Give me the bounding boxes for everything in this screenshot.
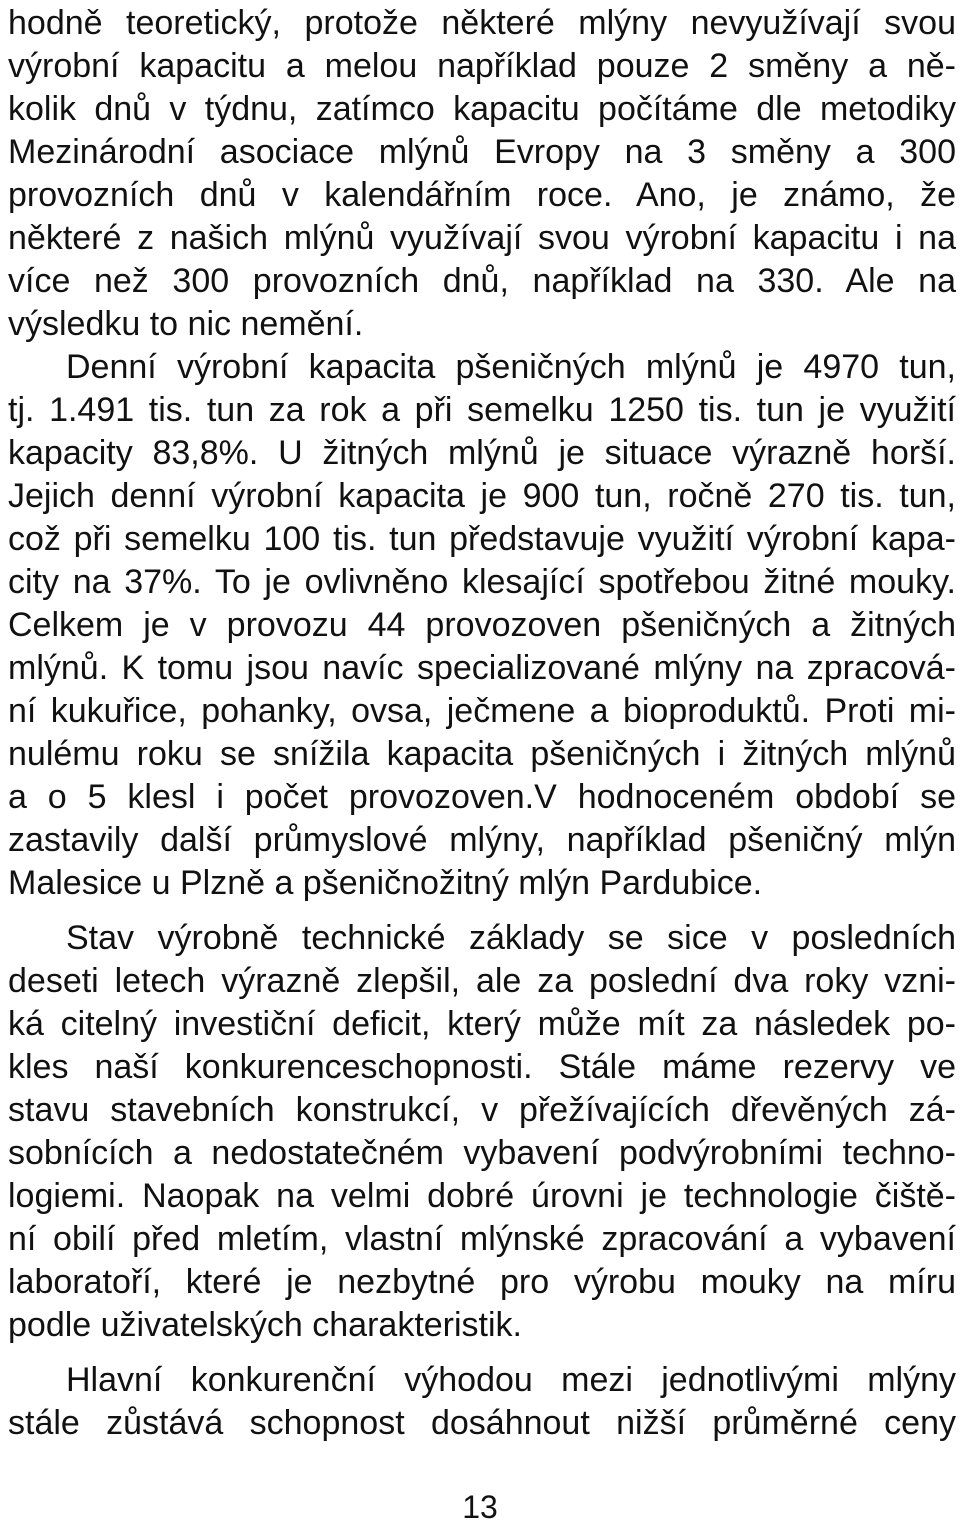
text-line: Hlavní konkurenční výhodou mezi jednotlivými mlýny [66, 1361, 956, 1399]
paragraph-1 [8, 0, 956, 346]
text-line: kapacity 83,8%. U žitných mlýnů je situace výrazně horší. [8, 434, 956, 472]
paragraph-2 [8, 346, 956, 905]
text-line: Malesice u Plzně a pšeničnožitný mlýn Pardubice. [8, 864, 763, 902]
text-line: a o 5 klesl i počet provozoven.V hodnoceném období se [8, 778, 956, 816]
text-line: city na 37%. To je ovlivněno klesající spotřebou žitné mouky. [8, 563, 956, 601]
text-line: Mezinárodní asociace mlýnů Evropy na 3 směny a 300 [8, 133, 956, 171]
text-line: některé z našich mlýnů využívají svou výrobní kapacitu i na [8, 219, 956, 257]
paragraph-3 [8, 917, 956, 1347]
text-line: ní obilí před mletím, vlastní mlýnské zpracování a vybavení [8, 1220, 956, 1258]
text-line: což při semelku 100 tis. tun představuje využití výrobní kapa- [8, 520, 956, 558]
page-number: 13 [462, 1489, 498, 1525]
text-line: podle uživatelských charakteristik. [8, 1306, 523, 1344]
text-line: sobnících a nedostatečném vybavení podvýrobními techno- [8, 1134, 956, 1172]
text-line: deseti letech výrazně zlepšil, ale za poslední dva roky vzni- [8, 962, 956, 1000]
document-body [8, 0, 956, 1445]
text-line: výrobní kapacitu a melou například pouze 2 směny a ně- [8, 47, 956, 85]
text-line: zastavily další průmyslové mlýny, například pšeničný mlýn [8, 821, 956, 859]
text-line: ní kukuřice, pohanky, ovsa, ječmene a bioproduktů. Proti mi- [8, 692, 956, 730]
text-line: Jejich denní výrobní kapacita je 900 tun, ročně 270 tis. tun, [8, 477, 956, 515]
text-line: tj. 1.491 tis. tun za rok a při semelku 1250 tis. tun je využití [8, 391, 956, 429]
text-line: logiemi. Naopak na velmi dobré úrovni je technologie čiště- [8, 1177, 956, 1215]
text-line: Denní výrobní kapacita pšeničných mlýnů je 4970 tun, [66, 348, 956, 386]
text-line: stále zůstává schopnost dosáhnout nižší průměrné ceny [8, 1404, 956, 1442]
text-line: laboratoří, které je nezbytné pro výrobu mouky na míru [8, 1263, 956, 1301]
text-line: provozních dnů v kalendářním roce. Ano, je známo, že [8, 176, 956, 214]
text-line: více než 300 provozních dnů, například na 330. Ale na [8, 262, 956, 300]
text-line: nulému roku se snížila kapacita pšeničných i žitných mlýnů [8, 735, 956, 773]
text-line: stavu stavebních konstrukcí, v přežívajících dřevěných zá- [8, 1091, 956, 1129]
text-line: hodně teoretický, protože některé mlýny nevyužívají svou [8, 4, 956, 42]
text-line: ká citelný investiční deficit, který může mít za následek po- [8, 1005, 956, 1043]
paragraph-4 [8, 1359, 956, 1445]
text-line: mlýnů. K tomu jsou navíc specializované mlýny na zpracová- [8, 649, 956, 687]
text-line: Celkem je v provozu 44 provozoven pšeničných a žitných [8, 606, 956, 644]
text-line: kolik dnů v týdnu, zatímco kapacitu počítáme dle metodiky [8, 90, 956, 128]
text-line: kles naší konkurenceschopnosti. Stále máme rezervy ve [8, 1048, 956, 1086]
text-line: Stav výrobně technické základy se sice v posledních [66, 919, 956, 957]
text-line: výsledku to nic nemění. [8, 305, 364, 343]
